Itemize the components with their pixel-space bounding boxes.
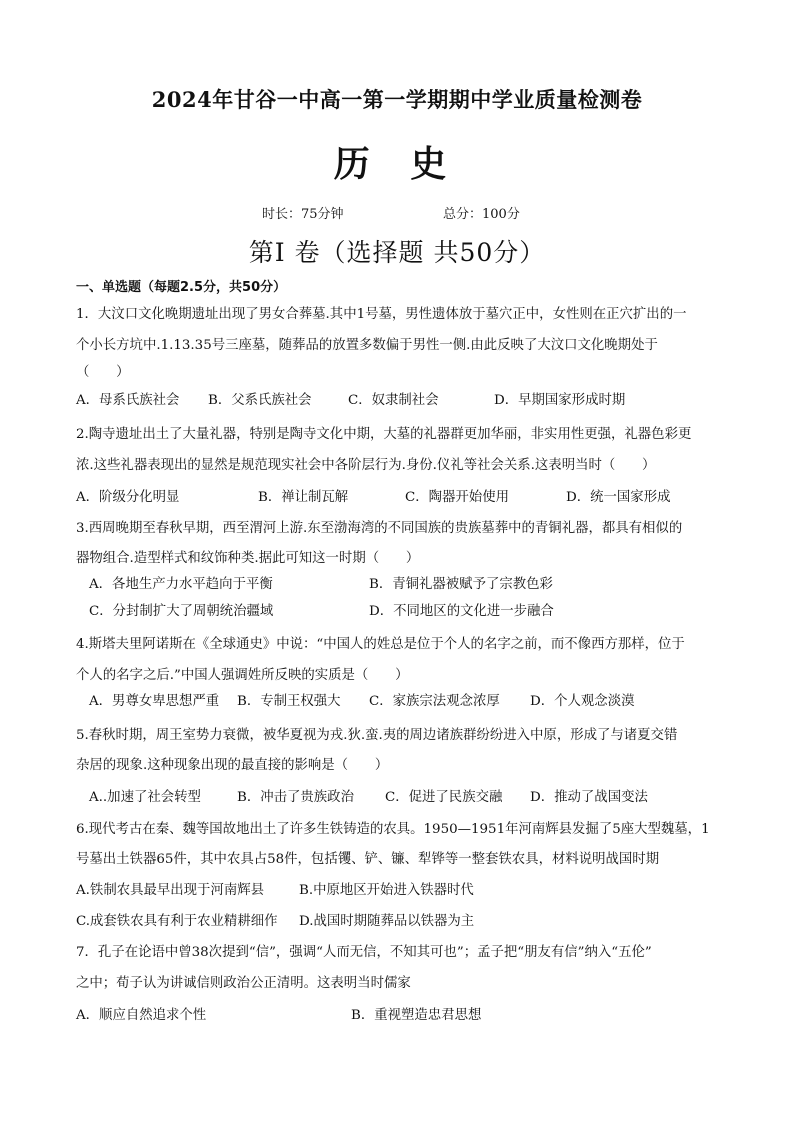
question-4-line-2: 个人的名字之后.”中国人强调姓所反映的实质是（ ）: [76, 668, 409, 683]
question-7-option-b: B．重视塑造忠君思想: [351, 1008, 482, 1023]
question-1-line-3: （ ）: [76, 365, 130, 380]
total-score-info: 总分：100分: [443, 207, 520, 222]
question-1-option-a: A．母系氏族社会: [76, 393, 180, 408]
question-4-option-d: D．个人观念淡漠: [530, 694, 635, 709]
question-5-line-2: 杂居的现象.这种现象出现的最直接的影响是（ ）: [76, 758, 389, 773]
question-5-option-b: B．冲击了贵族政治: [237, 790, 354, 805]
question-4-line-1: 4.斯塔夫里阿诺斯在《全球通史》中说：“中国人的姓总是位于个人的名字之前，而不像西方那样，位于: [76, 637, 685, 652]
question-4-option-c: C．家族宗法观念浓厚: [369, 694, 500, 709]
question-6-option-b: B.中原地区开始进入铁器时代: [299, 883, 474, 898]
subject-title: 历 史: [333, 143, 461, 185]
duration-info: 时长：75分钟: [262, 207, 344, 222]
question-6-option-c: C.成套铁农具有利于农业精耕细作: [76, 914, 278, 929]
question-6-line-2: 号墓出土铁器65件，其中农具占58件，包括䦆、铲、镰、犁铧等一整套铁农具，材料说明战国时期: [76, 852, 660, 867]
question-7-line-2: 之中；荀子认为讲诚信则政治公正清明。这表明当时儒家: [76, 976, 411, 991]
question-2-line-2: 浓.这些礼器表现出的显然是规范现实社会中各阶层行为.身份.仪礼等社会关系.这表明当时（ ）: [76, 458, 656, 473]
question-5-option-a: A..加速了社会转型: [89, 790, 201, 805]
question-1-option-d: D．早期国家形成时期: [494, 393, 626, 408]
question-3-line-1: 3.西周晚期至春秋早期，西至渭河上游.东至渤海湾的不同国族的贵族墓葬中的青铜礼器，都具有相似的: [76, 521, 683, 536]
question-3-option-b: B．青铜礼器被赋予了宗教色彩: [369, 577, 553, 592]
question-3-option-c: C．分封制扩大了周朝统治疆域: [89, 604, 274, 619]
question-type-heading: 一、单选题（每题2.5分，共50分）: [76, 280, 287, 295]
question-5-option-d: D．推动了战国变法: [530, 790, 648, 805]
question-7-option-a: A．顺应自然追求个性: [76, 1008, 207, 1023]
question-4-option-b: B．专制王权强大: [237, 694, 341, 709]
question-5-line-1: 5.春秋时期，周王室势力衰微，被华夏视为戎.狄.蛮.夷的周边诸族群纷纷进入中原，形成了与诸夏交错: [76, 728, 678, 743]
question-1-option-b: B．父系氏族社会: [208, 393, 312, 408]
question-3-option-a: A．各地生产力水平趋向于平衡: [89, 577, 273, 592]
question-6-option-d: D.战国时期随葬品以铁器为主: [299, 914, 475, 929]
question-7-line-1: 7．孔子在论语中曾38次提到“信”，强调“人而无信，不知其可也”；孟子把“朋友有信”纳入“五伦”: [76, 945, 652, 960]
section-title: 第Ⅰ 卷（选择题 共50分）: [248, 238, 546, 267]
question-6-line-1: 6.现代考古在秦、魏等国故地出土了许多生铁铸造的农具。1950—1951年河南辉县发掘了5座大型魏墓，1: [76, 822, 710, 837]
question-2-line-1: 2.陶寺遗址出土了大量礼器，特别是陶寺文化中期，大墓的礼器群更加华丽，非实用性更强，礼器色彩更: [76, 427, 692, 442]
question-1-option-c: C．奴隶制社会: [348, 393, 439, 408]
exam-title: 2024年甘谷一中高一第一学期期中学业质量检测卷: [151, 87, 643, 112]
question-1-line-1: 1．大汶口文化晚期遗址出现了男女合葬墓.其中1号墓，男性遗体放于墓穴正中，女性则在正穴扩出的一: [76, 307, 687, 322]
question-2-option-d: D．统一国家形成: [566, 490, 671, 505]
question-2-option-a: A．阶级分化明显: [76, 490, 180, 505]
question-2-option-c: C．陶器开始使用: [405, 490, 509, 505]
question-2-option-b: B．禅让制瓦解: [258, 490, 349, 505]
question-1-line-2: 个小长方坑中.1.13.35号三座墓，随葬品的放置多数偏于男性一侧.由此反映了大汶口文化晚期处于: [76, 338, 658, 353]
question-3-option-d: D．不同地区的文化进一步融合: [369, 604, 554, 619]
question-4-option-a: A．男尊女卑思想严重: [89, 694, 220, 709]
question-3-line-2: 器物组合.造型样式和纹饰种类.据此可知这一时期（ ）: [76, 551, 420, 566]
question-6-option-a: A.铁制农具最早出现于河南辉县: [76, 883, 265, 898]
question-5-option-c: C．促进了民族交融: [385, 790, 503, 805]
